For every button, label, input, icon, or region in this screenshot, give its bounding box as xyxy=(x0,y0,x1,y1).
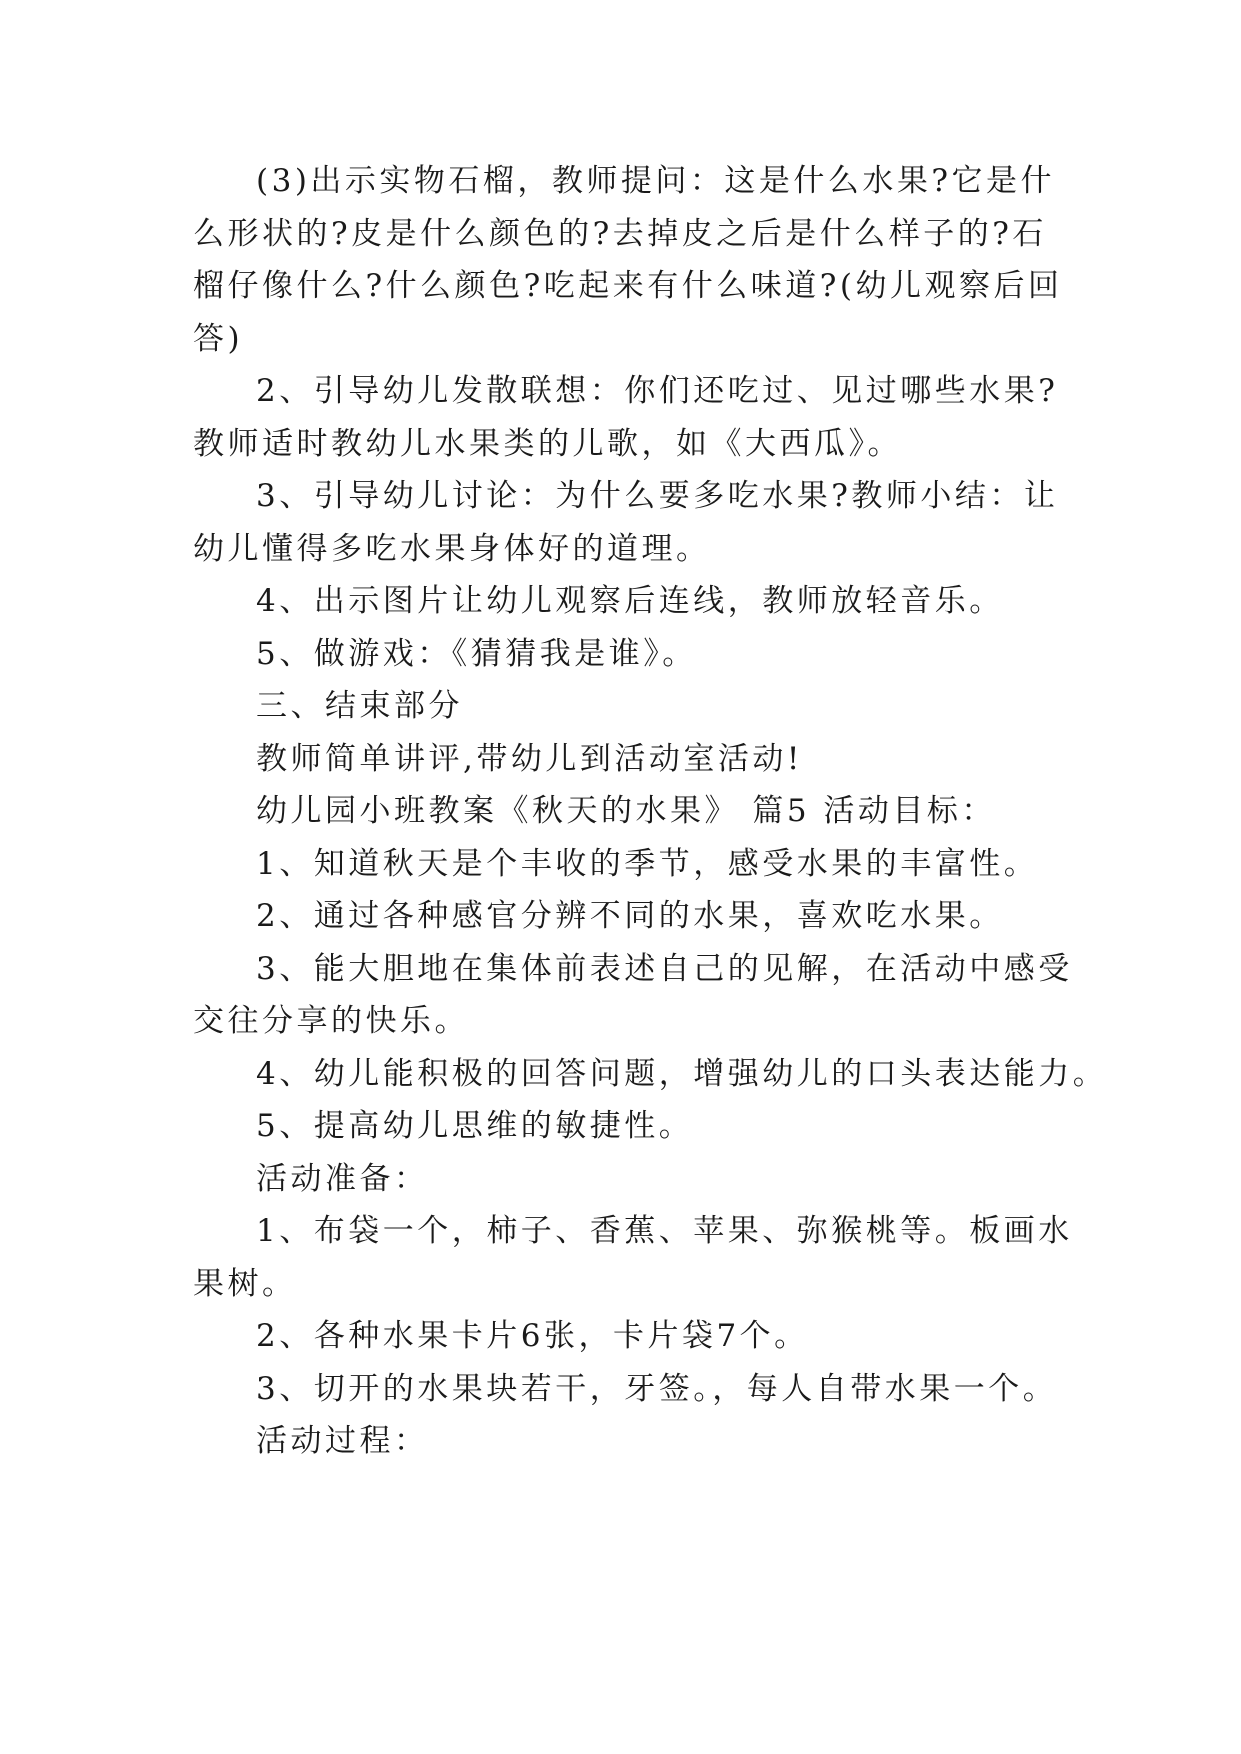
preparation-item-3: 3、切开的水果块若干，牙签。，每人自带水果一个。 xyxy=(256,1370,1058,1407)
paragraph-step-3-pomegranate: (3)出示实物石榴，教师提问：这是什么水果?它是什么形状的?皮是什么颜色的?去掉皮之后是什么样子的?石榴仔像什么?什么颜色?吃起来有什么味道?(幼儿观察后回答) xyxy=(193,163,1063,357)
paragraph-step-5-game: 5、做游戏：《猜猜我是谁》。 xyxy=(256,635,697,672)
goal-item-2: 2、通过各种感官分辨不同的水果，喜欢吃水果。 xyxy=(256,898,1004,934)
goal-item-1: 1、知道秋天是个丰收的季节，感受水果的丰富性。 xyxy=(256,845,1039,882)
lesson-title-5: 幼儿园小班教案《秋天的水果》 篇5 活动目标： xyxy=(256,793,996,829)
goal-item-5: 5、提高幼儿思维的敏捷性。 xyxy=(256,1108,694,1144)
preparation-item-1: 1、布袋一个，柿子、香蕉、苹果、弥猴桃等。板画水果树。 xyxy=(193,1213,1073,1302)
section-heading-preparation: 活动准备： xyxy=(256,1160,429,1197)
goal-item-4: 4、幼儿能积极的回答问题，增强幼儿的口头表达能力。 xyxy=(256,1055,1108,1092)
paragraph-step-3-discussion: 3、引导幼儿讨论：为什么要多吃水果?教师小结：让幼儿懂得多吃水果身体好的道理。 xyxy=(193,478,1059,567)
goal-item-3: 3、能大胆地在集体前表述自己的见解，在活动中感受交往分享的快乐。 xyxy=(193,950,1073,1039)
section-heading-process: 活动过程： xyxy=(256,1423,429,1459)
preparation-item-2: 2、各种水果卡片6张，卡片袋7个。 xyxy=(256,1318,809,1354)
paragraph-step-4-pictures: 4、出示图片让幼儿观察后连线，教师放轻音乐。 xyxy=(256,583,1004,619)
paragraph-step-2-association: 2、引导幼儿发散联想：你们还吃过、见过哪些水果?教师适时教幼儿水果类的儿歌，如《大西瓜》。 xyxy=(193,373,1059,462)
section-heading-ending: 三、结束部分 xyxy=(256,688,463,724)
document-body xyxy=(193,155,1108,1468)
paragraph-teacher-review: 教师简单讲评,带幼儿到活动室活动! xyxy=(256,740,803,777)
